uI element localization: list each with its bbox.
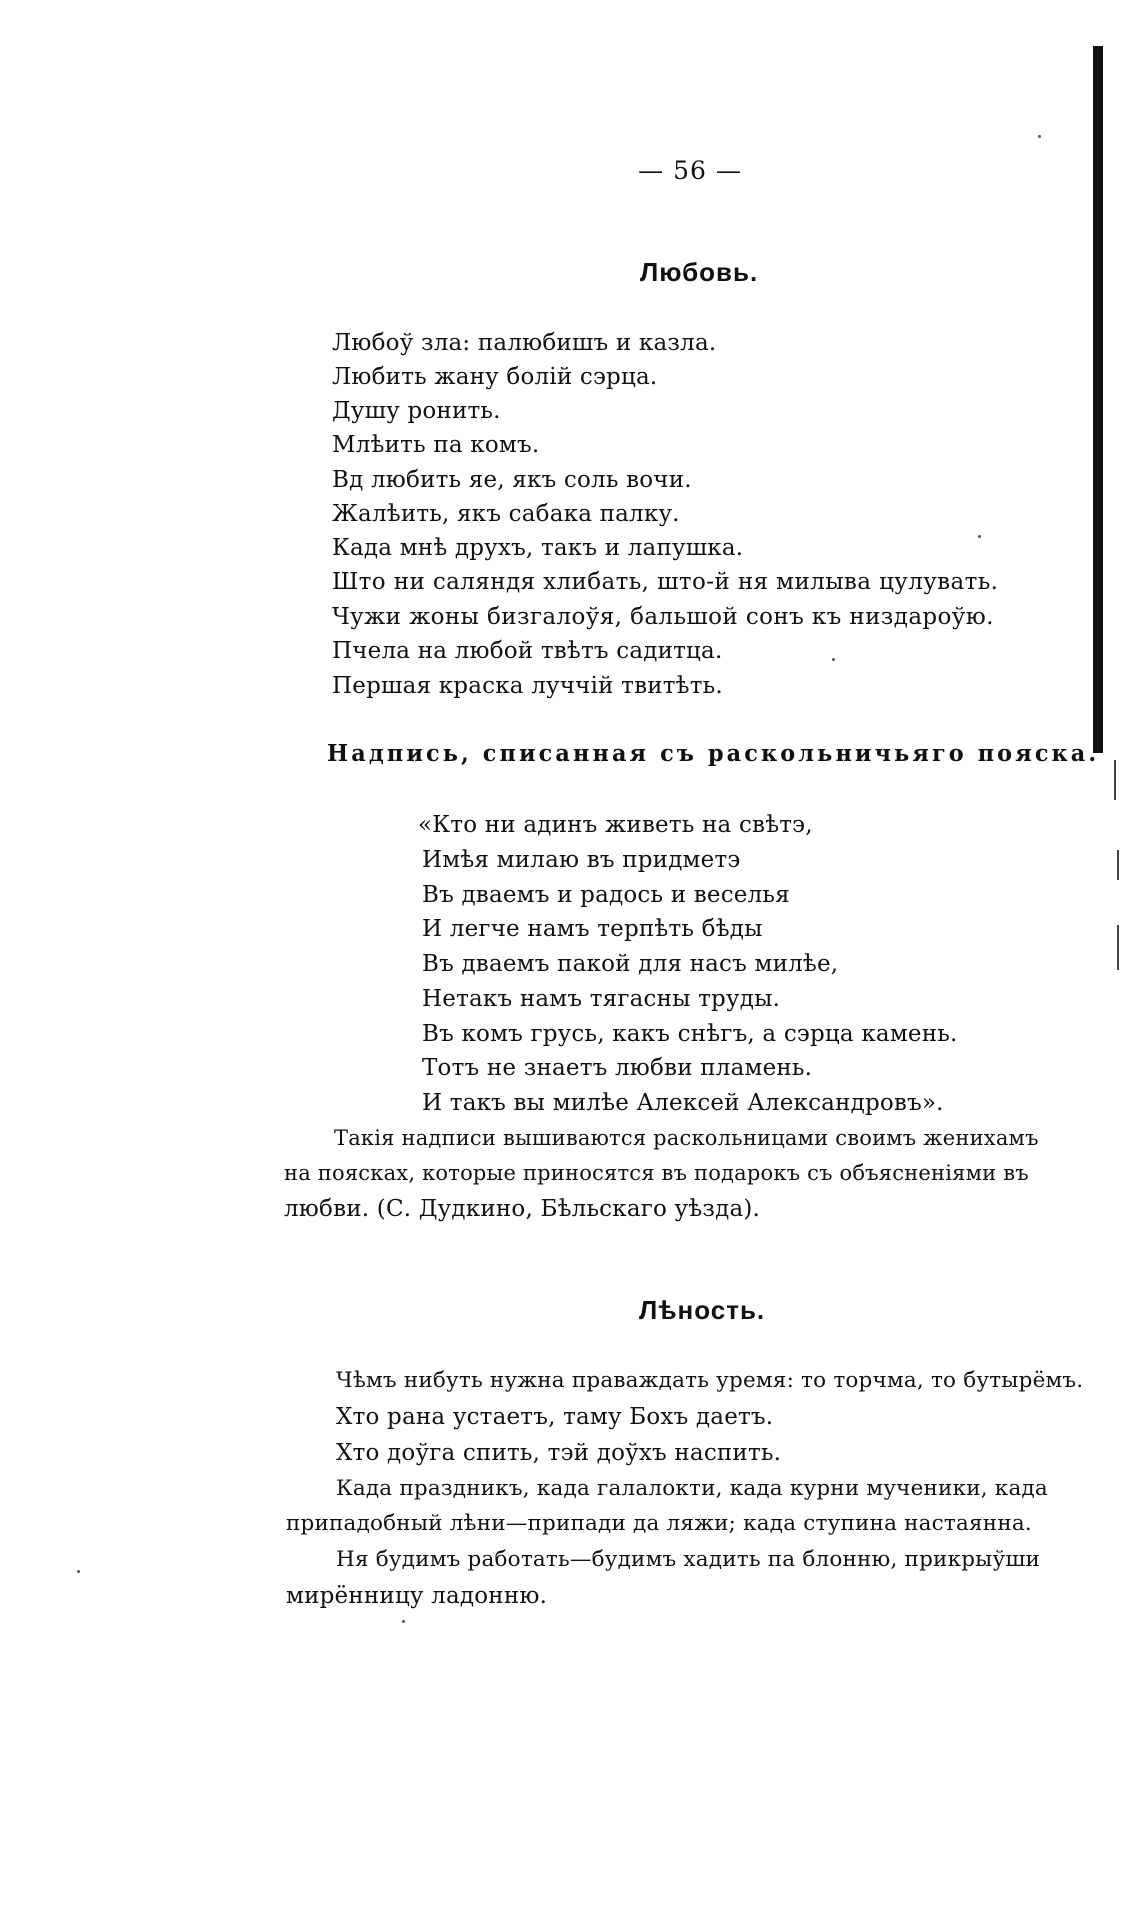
scan-speck	[77, 1570, 80, 1573]
scan-margin-tick	[1117, 925, 1119, 970]
proverb-line: Пчела на любой твѣтъ садитца.	[332, 638, 723, 664]
proverb-line: Када праздникъ, када галалокти, када курни мученики, када	[336, 1476, 1048, 1501]
verse-line: Въ дваемъ пакой для насъ милѣе,	[422, 951, 839, 977]
proverb-line: Хто рана устаетъ, таму Бохъ даетъ.	[336, 1404, 774, 1430]
proverb-line: Любить жану болій сэрца.	[332, 364, 658, 390]
verse-line: Въ комъ грусь, какъ снѣгъ, а сэрца камень.	[422, 1021, 958, 1047]
verse-line: Нетакъ намъ тягасны труды.	[422, 986, 781, 1012]
page-number: — 56 —	[638, 156, 742, 185]
proverb-line: Што ни саляндя хлибать, што-й ня милыва цулувать.	[332, 569, 999, 595]
proverb-line: Када мнѣ друхъ, такъ и лапушка.	[332, 535, 744, 561]
note-line: любви. (С. Дудкино, Бѣльскаго уѣзда).	[284, 1196, 761, 1222]
note-line: Такія надписи вышиваются раскольницами своимъ женихамъ	[334, 1126, 1039, 1150]
section-title-love: Любовь.	[640, 257, 759, 287]
proverb-line: Хто доўга спить, тэй доўхъ наспить.	[336, 1440, 782, 1466]
verse-line: Въ дваемъ и радось и веселья	[422, 882, 790, 908]
verse-line: «Кто ни адинъ живеть на свѣтэ,	[418, 812, 813, 838]
scan-speck	[1038, 135, 1041, 138]
scan-speck	[402, 1620, 405, 1623]
proverb-line: Вд любить яе, якъ соль вочи.	[332, 467, 692, 493]
proverb-line: Чѣмъ нибуть нужна праваждать уремя: то торчма, то бутырёмъ.	[336, 1368, 1084, 1393]
verse-line: Имѣя милаю въ придметэ	[422, 847, 741, 873]
proverb-line: Чужи жоны бизгалоўя, бальшой сонъ къ низдароўю.	[332, 604, 994, 630]
proverb-line: Млѣить па комъ.	[332, 432, 540, 458]
proverb-line: Любоў зла: палюбишъ и казла.	[332, 330, 717, 356]
section-title-laziness: Лѣность.	[639, 1295, 766, 1325]
proverb-line: Жалѣить, якъ сабака палку.	[332, 501, 680, 527]
verse-line: Тотъ не знаетъ любви пламень.	[422, 1055, 813, 1081]
note-line: на поясках, которые приносятся въ подарокъ съ объясненіями въ	[284, 1161, 1029, 1185]
proverb-line: Душу ронить.	[332, 398, 501, 424]
scan-margin-tick	[1117, 850, 1119, 880]
proverb-line: припадобный лѣни—припади да ляжи; када ступина настаянна.	[286, 1511, 1032, 1536]
scan-speck	[978, 535, 981, 538]
scan-speck	[832, 658, 835, 661]
scan-margin-bar	[1093, 46, 1103, 753]
verse-line: И легче намъ терпѣть бѣды	[422, 916, 763, 942]
proverb-line: Першая краска луччій твитѣть.	[332, 673, 723, 699]
scan-margin-tick	[1114, 760, 1116, 800]
section-title-inscription: Надпись, списанная съ раскольничьяго пояска.	[327, 740, 1100, 767]
proverb-line: Ня будимъ работать—будимъ хадить па блонню, прикрыўши	[336, 1547, 1041, 1572]
verse-line: И такъ вы милѣе Алексей Александровъ».	[422, 1090, 944, 1116]
proverb-line: мирённицу ладонню.	[286, 1583, 548, 1609]
